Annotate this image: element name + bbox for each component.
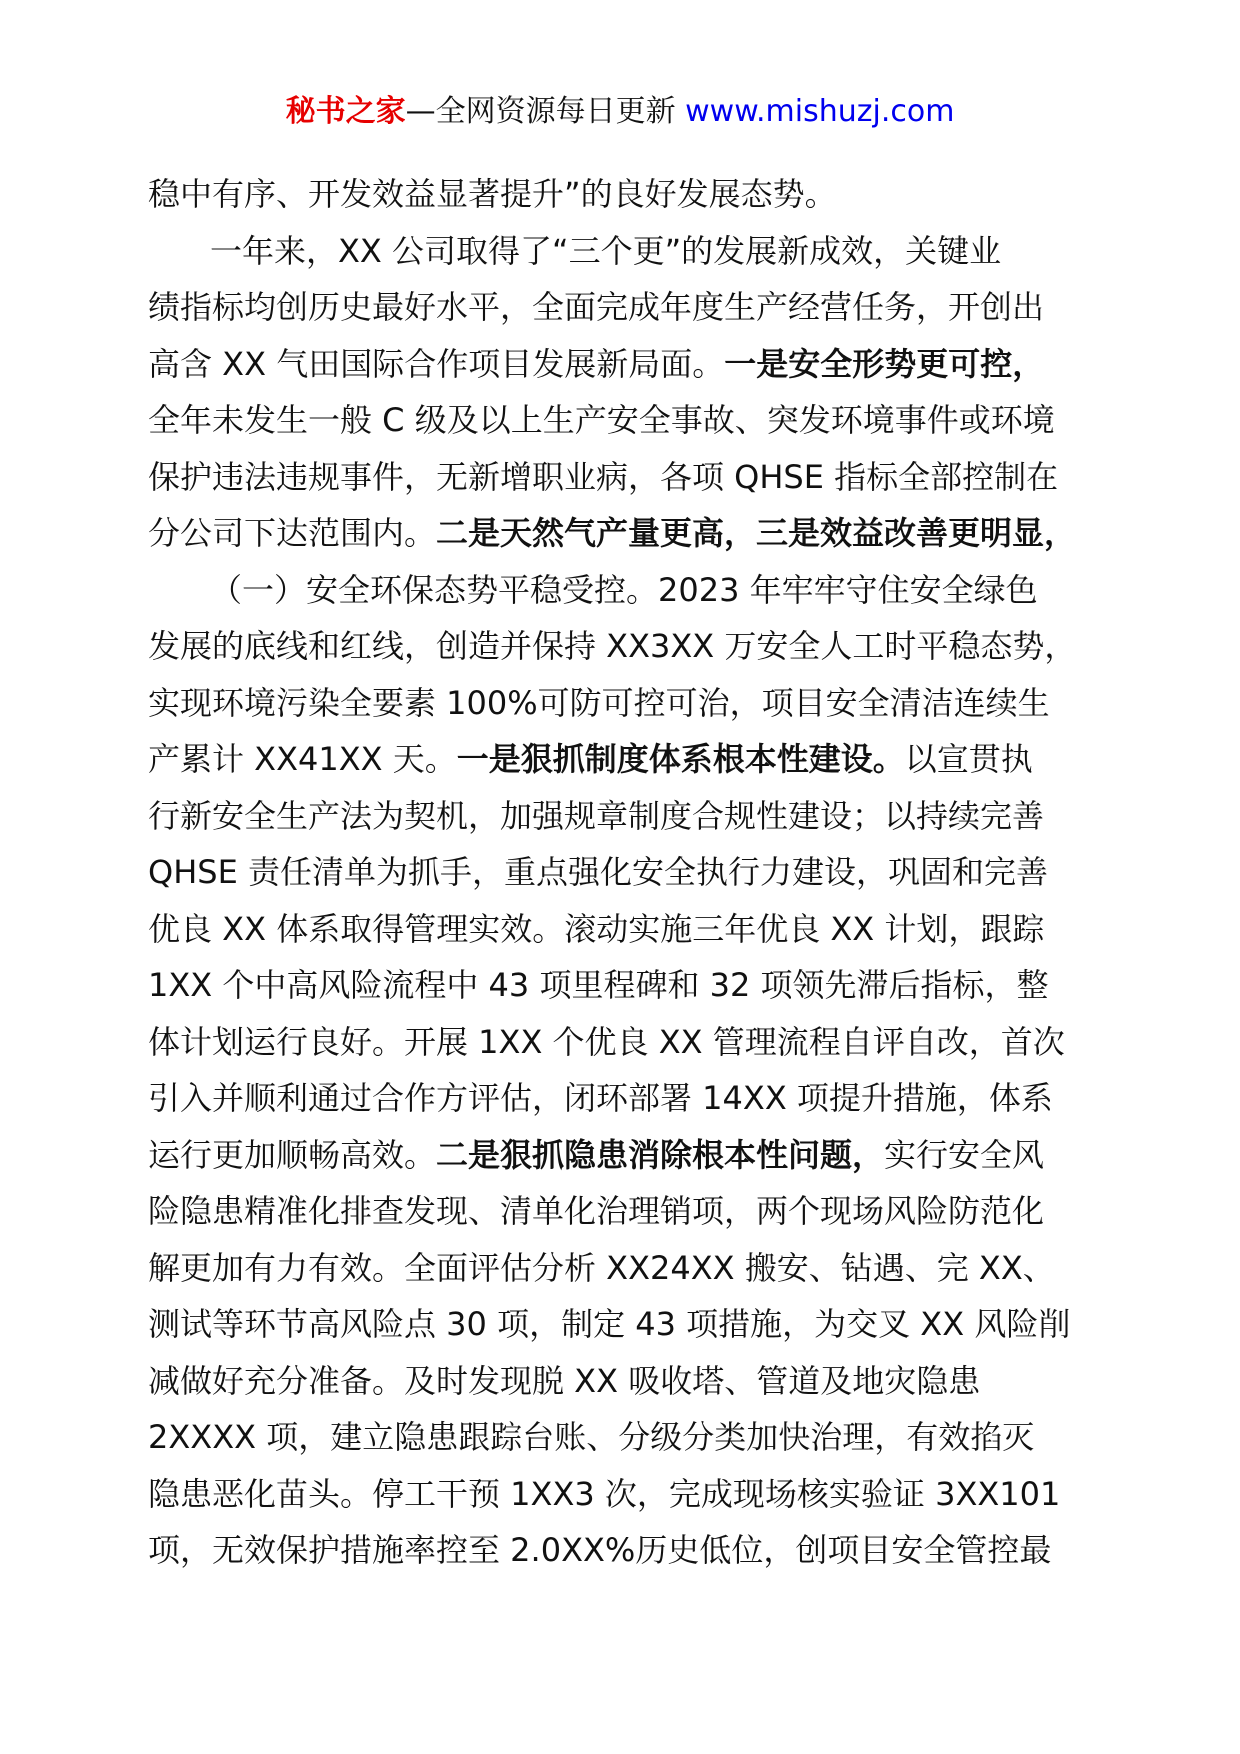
text-segment: 隐患恶化苗头。停工干预 1XX3 次，完成现场核实验证 3XX101 xyxy=(148,1474,1061,1513)
text-line xyxy=(148,957,1138,1014)
text-segment: 一年来，XX 公司取得了“三个更”的发展新成效，关键业 xyxy=(210,231,1002,270)
text-segment: 引入并顺利通过合作方评估，闭环部署 14XX 项提升措施，体系 xyxy=(148,1079,1053,1117)
site-brand: 秘书之家 xyxy=(285,94,406,129)
bold-text-segment: 一是狠抓制度体系根本性建设。 xyxy=(456,740,905,778)
site-tagline: —全网资源每日更新 xyxy=(405,94,676,129)
text-segment: 解更加有力有效。全面评估分析 XX24XX 搬安、钻遇、完 XX、 xyxy=(148,1248,1055,1287)
bold-text-segment: 二是天然气产量更高，三是效益改善更明显， xyxy=(436,514,1077,552)
text-line xyxy=(148,1070,1138,1127)
text-segment: 减做好充分准备。及时发现脱 XX 吸收塔、管道及地灾隐患 xyxy=(148,1361,981,1400)
text-segment: 测试等环节高风险点 30 项，制定 43 项措施，为交叉 XX 风险削 xyxy=(148,1305,1071,1343)
text-line xyxy=(148,844,1138,901)
text-segment: 全年未发生一般 C 级及以上生产安全事故、突发环境事件或环境 xyxy=(148,401,1055,439)
text-segment: 绩指标均创历史最好水平，全面完成年度生产经营任务，开创出 xyxy=(148,288,1045,326)
text-line xyxy=(148,1522,1138,1579)
text-line xyxy=(148,675,1138,732)
text-segment: QHSE 责任清单为抓手，重点强化安全执行力建设，巩固和完善 xyxy=(148,853,1048,891)
text-line xyxy=(148,1466,1138,1523)
text-segment: 产累计 XX41XX 天。 xyxy=(148,740,457,778)
text-line xyxy=(148,1014,1138,1071)
text-line xyxy=(148,1127,1138,1184)
text-segment: 项，无效保护措施率控至 2.0XX%历史低位，创项目安全管控最 xyxy=(148,1531,1052,1569)
text-line xyxy=(148,1353,1138,1410)
text-line xyxy=(148,1240,1138,1297)
text-line xyxy=(148,788,1138,845)
text-segment: （一）安全环保态势平稳受控。2023 年牢牢守住安全绿色 xyxy=(210,570,1038,609)
text-line xyxy=(148,392,1138,449)
text-line xyxy=(148,562,1138,619)
site-header xyxy=(0,92,1240,132)
text-line xyxy=(148,505,1138,562)
text-segment: 优良 XX 体系取得管理实效。滚动实施三年优良 XX 计划，跟踪 xyxy=(148,909,1045,948)
text-segment: 分公司下达范围内。 xyxy=(148,514,437,552)
text-line xyxy=(148,449,1138,506)
text-segment: 行新安全生产法为契机，加强规章制度合规性建设；以持续完善 xyxy=(148,796,1045,835)
text-line xyxy=(148,1183,1138,1240)
text-segment: 2XXXX 项，建立隐患跟踪台账、分级分类加快治理，有效掐灭 xyxy=(148,1418,1035,1456)
text-segment: 体计划运行良好。开展 1XX 个优良 XX 管理流程自评自改，首次 xyxy=(148,1022,1065,1061)
text-segment: 以宣贯执 xyxy=(904,740,1033,778)
text-segment: 实行安全风 xyxy=(884,1135,1045,1174)
text-segment: 险隐患精准化排查发现、清单化治理销项，两个现场风险防范化 xyxy=(148,1192,1045,1230)
text-segment: 运行更加顺畅高效。 xyxy=(148,1135,437,1174)
text-line xyxy=(148,901,1138,958)
text-segment: 稳中有序、开发效益显著提升”的良好发展态势。 xyxy=(148,175,837,213)
text-line xyxy=(148,731,1138,788)
text-line xyxy=(148,336,1138,393)
text-segment: 保护违法违规事件，无新增职业病，各项 QHSE 指标全部控制在 xyxy=(148,457,1059,496)
text-line xyxy=(148,166,1138,223)
document-body xyxy=(148,166,1138,1579)
text-segment: 发展的底线和红线，创造并保持 XX3XX 万安全人工时平稳态势， xyxy=(148,627,1077,665)
text-line xyxy=(148,1409,1138,1466)
text-segment: 高含 XX 气田国际合作项目发展新局面。 xyxy=(148,344,725,383)
text-segment: 1XX 个中高风险流程中 43 项里程碑和 32 项领先滞后指标，整 xyxy=(148,966,1049,1004)
site-url-link[interactable]: www.mishuzj.com xyxy=(685,94,955,129)
bold-text-segment: 二是狠抓隐患消除根本性问题， xyxy=(436,1135,885,1174)
text-line xyxy=(148,618,1138,675)
text-line xyxy=(148,1296,1138,1353)
text-line xyxy=(148,279,1138,336)
text-line xyxy=(148,223,1138,280)
bold-text-segment: 一是安全形势更可控， xyxy=(724,344,1045,383)
text-segment: 实现环境污染全要素 100%可防可控可治，项目安全清洁连续生 xyxy=(148,683,1050,722)
